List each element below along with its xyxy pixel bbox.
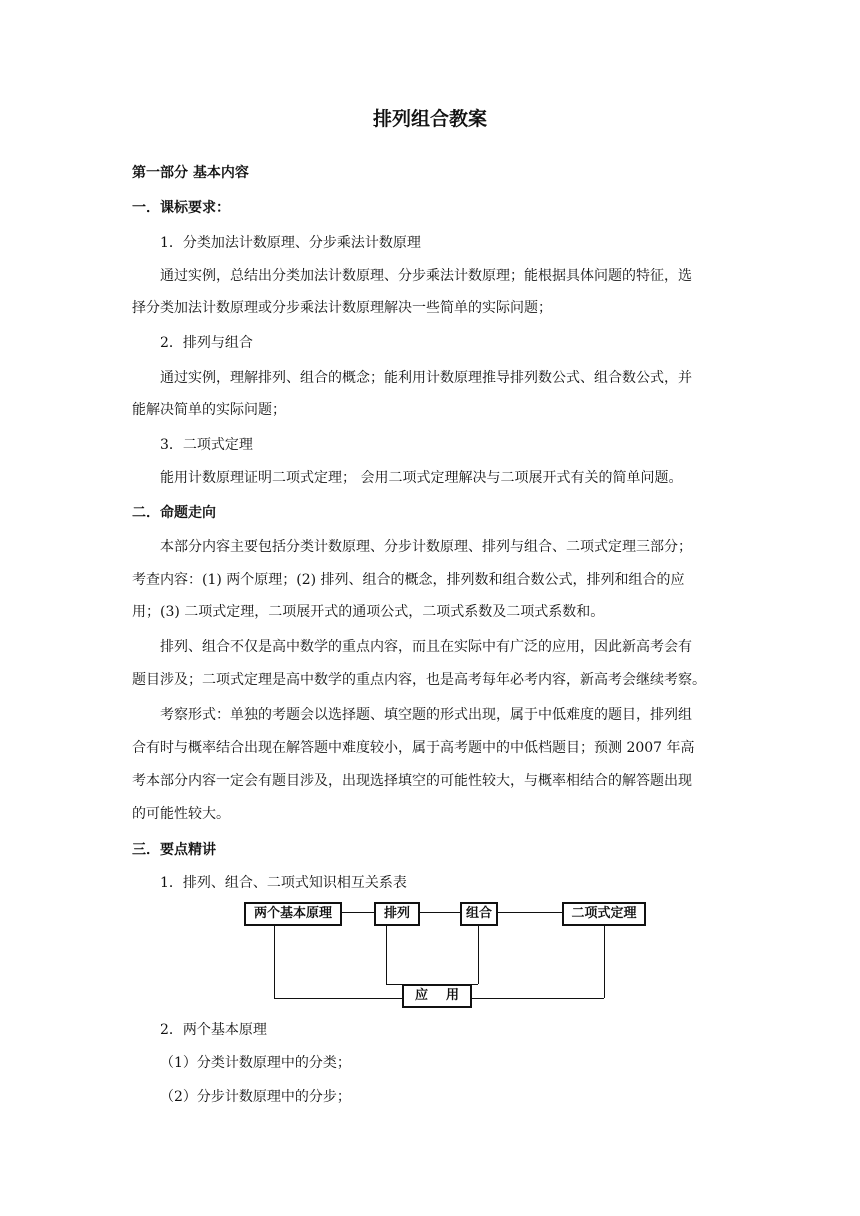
sec1-item-3-para: 能用计数原理证明二项式定理； 会用二项式定理解决与二项展开式有关的简单问题。 [160,470,683,486]
sec1-item-1-para-line1: 通过实例，总结出分类加法计数原理、分步乘法计数原理；能根据具体问题的特征，选 [160,268,692,284]
box-combination: 组合 [460,902,498,926]
sec1-item-1: 1．分类加法计数原理、分步乘法计数原理 [160,235,421,251]
sec2-para3-line3: 考本部分内容一定会有题目涉及，出现选择填空的可能性较大，与概率相结合的解答题出现 [132,773,692,789]
sec2-para3-line1: 考察形式：单独的考题会以选择题、填空题的形式出现，属于中低难度的题目，排列组 [160,707,692,723]
sec2-para3-line2: 合有时与概率结合出现在解答题中难度较小，属于高考题中的中低档题目；预测 2007 年高 [132,740,695,756]
section-heading-3: 三．要点精讲 [132,842,216,858]
connector-application-binomial [470,998,604,999]
section-heading-1: 一．课标要求： [132,200,230,216]
box-binomial-theorem: 二项式定理 [562,902,646,926]
connector-permutation-combination [418,912,462,913]
sec3-item-1: 1．排列、组合、二项式知识相互关系表 [160,875,407,891]
box-two-principles: 两个基本原理 [244,902,342,926]
box-permutation: 排列 [374,902,420,926]
sec3-sub-2: （2）分步计数原理中的分步； [160,1089,351,1105]
connector-combination-down [478,924,479,984]
sec2-para3-line4: 的可能性较大。 [132,806,230,822]
sec1-item-1-para-line2: 择分类加法计数原理或分步乘法计数原理解决一些简单的实际问题； [132,300,552,316]
connector-principles-down [274,924,275,998]
page-title: 排列组合教案 [372,108,487,130]
connector-principles-permutation [340,912,376,913]
sec2-para1-line2: 考查内容：(1) 两个原理；(2) 排列、组合的概念，排列数和组合数公式，排列和组合的应 [132,572,685,588]
connector-combination-binomial [494,912,562,913]
relationship-diagram [240,898,650,1008]
sec3-sub-1: （1）分类计数原理中的分类； [160,1055,351,1071]
sec1-item-2-para-line2: 能解决简单的实际问题； [132,402,286,418]
sec2-para1-line3: 用；(3) 二项式定理，二项展开式的通项公式，二项式系数及二项式系数和。 [132,604,605,620]
section-heading-2: 二．命题走向 [132,505,216,521]
box-application: 应 用 [402,984,472,1008]
part-heading: 第一部分 基本内容 [132,165,249,181]
connector-permutation-down [386,924,387,984]
sec1-item-3: 3．二项式定理 [160,437,253,453]
sec2-para2-line1: 排列、组合不仅是高中数学的重点内容，而且在实际中有广泛的应用，因此新高考会有 [160,639,692,655]
sec3-item-2: 2．两个基本原理 [160,1022,267,1038]
connector-binomial-down [604,924,605,998]
sec2-para2-line2: 题目涉及；二项式定理是高中数学的重点内容，也是高考每年必考内容，新高考会继续考察。 [132,672,706,688]
sec2-para1-line1: 本部分内容主要包括分类计数原理、分步计数原理、排列与组合、二项式定理三部分； [160,539,692,555]
sec1-item-2: 2．排列与组合 [160,335,253,351]
connector-principles-application [274,998,402,999]
sec1-item-2-para-line1: 通过实例，理解排列、组合的概念；能利用计数原理推导排列数公式、组合数公式，并 [160,370,692,386]
